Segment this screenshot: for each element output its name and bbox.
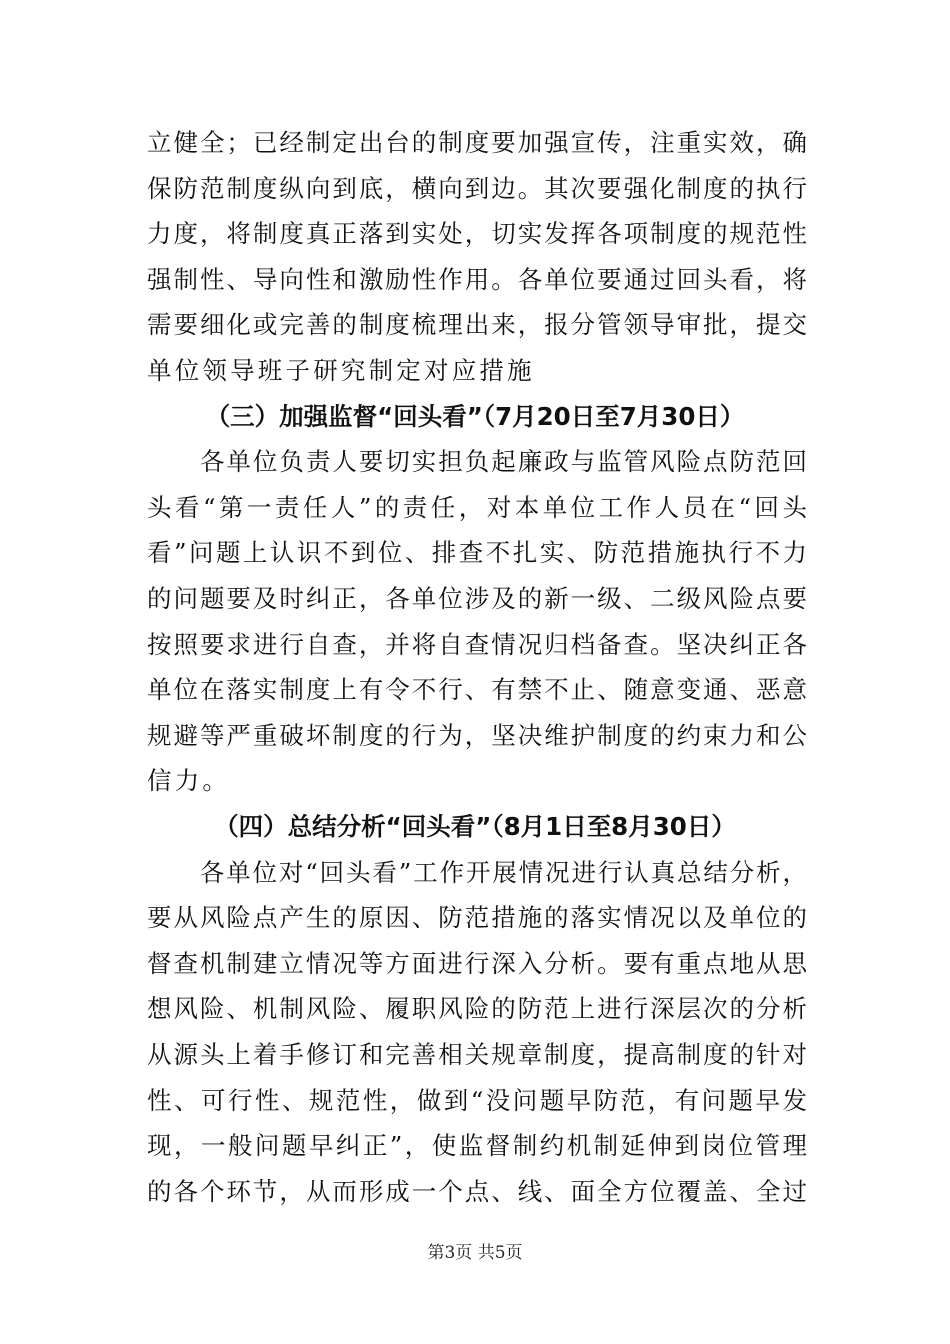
paragraph-line: 各单位对“回头看”工作开展情况进行认真总结分析， [147,857,807,887]
paragraph-line: 需要细化或完善的制度梳理出来，报分管领导审批，提交 [147,310,807,340]
paragraph-line: 性、可行性、规范性，做到“没问题早防范，有问题早发 [147,1085,807,1115]
paragraph-line: 头看“第一责任人”的责任，对本单位工作人员在“回头 [147,492,807,522]
paragraph-line: 单位在落实制度上有令不行、有禁不止、随意变通、恶意 [147,675,807,705]
paragraph-line: 督查机制建立情况等方面进行深入分析。要有重点地从思 [147,948,807,978]
paragraph-line: 规避等严重破坏制度的行为，坚决维护制度的约束力和公 [147,720,807,750]
paragraph-line: 单位领导班子研究制定对应措施 [147,356,535,385]
paragraph-line: 的各个环节，从而形成一个点、线、面全方位覆盖、全过 [147,1176,807,1206]
paragraph-line: 要从风险点产生的原因、防范措施的落实情况以及单位的 [147,903,807,933]
paragraph-line: 立健全；已经制定出台的制度要加强宣传，注重实效，确 [147,128,807,157]
paragraph-line: 现，一般问题早纠正”，使监督制约机制延伸到岗位管理 [147,1131,807,1161]
paragraph-line: 保防范制度纵向到底，横向到边。其次要强化制度的执行 [147,173,807,203]
paragraph-line: 想风险、机制风险、履职风险的防范上进行深层次的分析 [147,994,807,1024]
paragraph-line: 信力。 [147,766,231,796]
paragraph-line: 从源头上着手修订和完善相关规章制度，提高制度的针对 [147,1040,807,1069]
page-footer: 第3页 共5页 [427,1243,523,1263]
section-heading: （四）总结分析“回头看”（8月1日至8月30日） [214,812,736,841]
section-heading: （三）加强监督“回头看”（7月20日至7月30日） [205,401,745,431]
paragraph-line: 强制性、导向性和激励性作用。各单位要通过回头看，将 [147,264,807,294]
paragraph-line: 力度，将制度真正落到实处，切实发挥各项制度的规范性 [147,219,807,249]
paragraph-line: 看”问题上认识不到位、排查不扎实、防范措施执行不力 [147,538,807,568]
paragraph-line: 各单位负责人要切实担负起廉政与监管风险点防范回 [147,447,807,477]
paragraph-line: 按照要求进行自查，并将自查情况归档备查。坚决纠正各 [147,629,807,659]
paragraph-line: 的问题要及时纠正，各单位涉及的新一级、二级风险点要 [147,584,807,613]
